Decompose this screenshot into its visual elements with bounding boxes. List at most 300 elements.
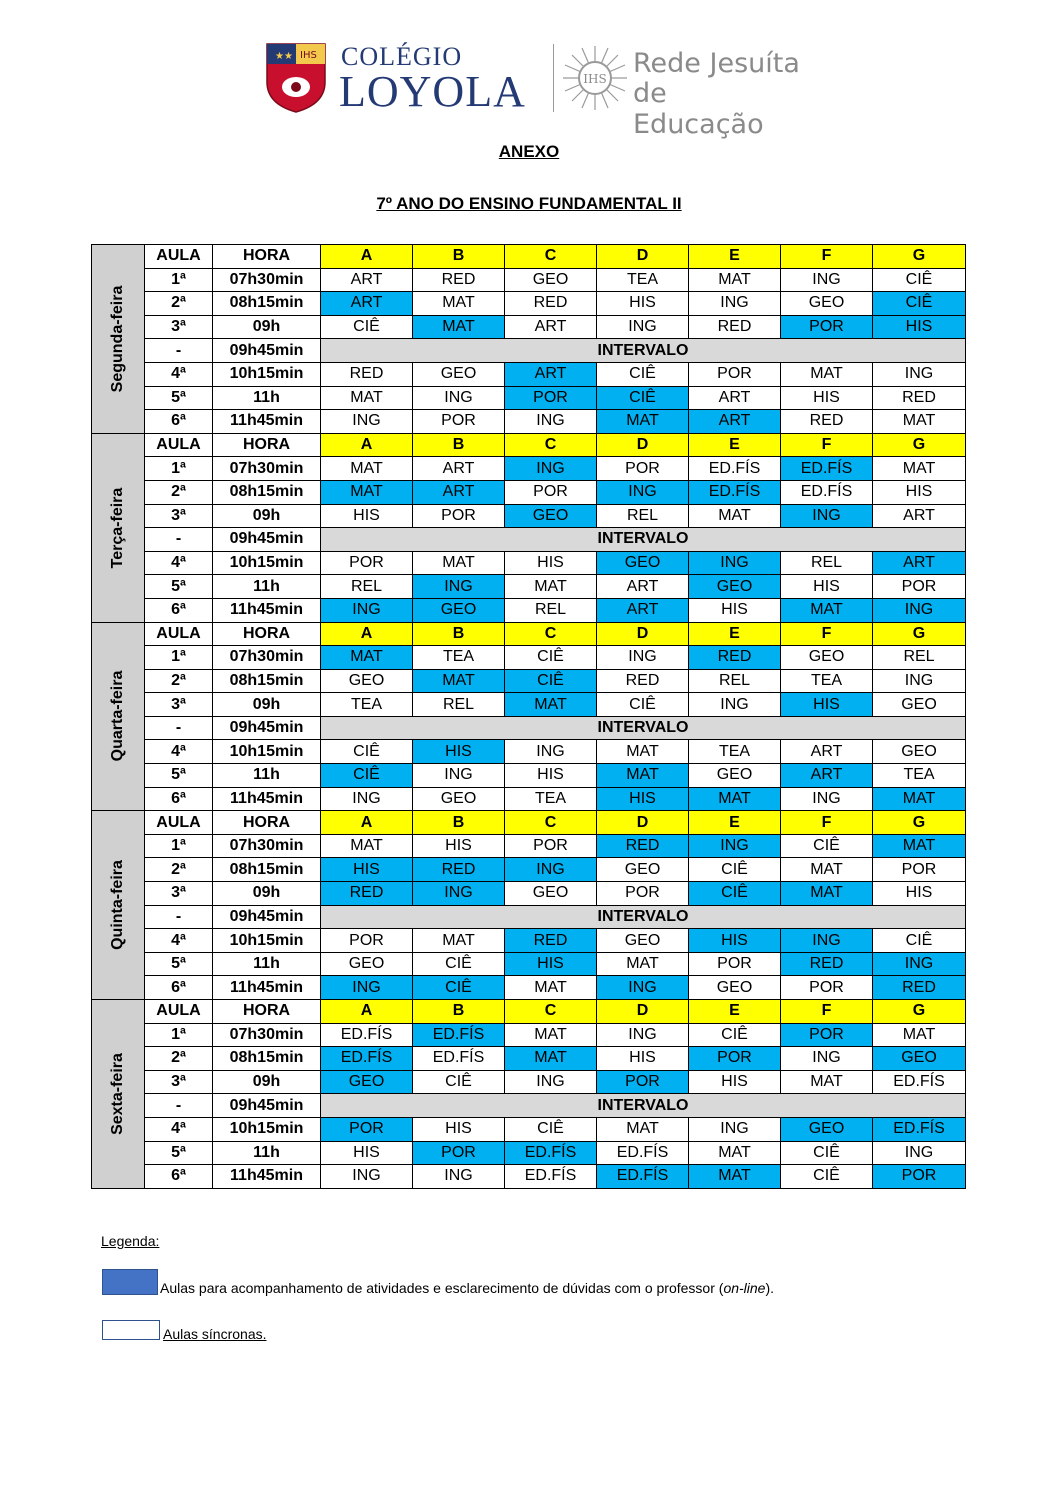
subject-cell: POR bbox=[689, 362, 781, 386]
subject-cell: TEA bbox=[689, 740, 781, 764]
class-header-f: F bbox=[781, 622, 873, 646]
class-header-c: C bbox=[505, 433, 597, 457]
subject-cell-online: MAT bbox=[413, 315, 505, 339]
intervalo-row bbox=[92, 1094, 966, 1118]
subject-cell: HIS bbox=[505, 551, 597, 575]
subject-cell: RED bbox=[505, 292, 597, 316]
subject-cell: ING bbox=[321, 1165, 413, 1189]
subject-cell-online: CIÊ bbox=[689, 882, 781, 906]
subject-cell-online: POR bbox=[597, 1070, 689, 1094]
subject-cell: ED.FÍS bbox=[781, 480, 873, 504]
page-title: ANEXO bbox=[498, 142, 560, 161]
intervalo-row bbox=[92, 716, 966, 740]
subject-cell: CIÊ bbox=[689, 1023, 781, 1047]
subject-cell: GEO bbox=[597, 858, 689, 882]
day-header-row bbox=[92, 1000, 966, 1024]
hora-header: HORA bbox=[213, 433, 321, 457]
aula-header: AULA bbox=[145, 433, 213, 457]
subject-cell: TEA bbox=[321, 693, 413, 717]
subject-cell: CIÊ bbox=[781, 1165, 873, 1189]
hora-value: 07h30min bbox=[213, 268, 321, 292]
subject-cell: HIS bbox=[597, 292, 689, 316]
subject-cell: ING bbox=[413, 764, 505, 788]
subject-cell: TEA bbox=[781, 669, 873, 693]
subject-cell-online: RED bbox=[689, 646, 781, 670]
subject-cell: MAT bbox=[413, 551, 505, 575]
intervalo-cell: INTERVALO bbox=[321, 528, 966, 552]
subject-cell: POR bbox=[321, 929, 413, 953]
class-header-b: B bbox=[413, 245, 505, 269]
subject-cell: CIÊ bbox=[505, 1117, 597, 1141]
aula-number: 3ª bbox=[145, 315, 213, 339]
subject-cell: MAT bbox=[321, 386, 413, 410]
subject-cell-online: ART bbox=[781, 764, 873, 788]
subject-cell-online: HIS bbox=[873, 315, 966, 339]
subject-cell: ING bbox=[689, 693, 781, 717]
subject-cell: RED bbox=[413, 268, 505, 292]
subject-cell: CIÊ bbox=[413, 952, 505, 976]
hora-value: 08h15min bbox=[213, 1047, 321, 1071]
aula-number: 1ª bbox=[145, 1023, 213, 1047]
table-row bbox=[92, 1165, 966, 1189]
hora-value: 10h15min bbox=[213, 929, 321, 953]
subject-cell: RED bbox=[781, 410, 873, 434]
subject-cell: ING bbox=[505, 1070, 597, 1094]
subject-cell-online: GEO bbox=[413, 598, 505, 622]
class-header-a: A bbox=[321, 622, 413, 646]
class-header-e: E bbox=[689, 622, 781, 646]
aula-header: AULA bbox=[145, 622, 213, 646]
hora-value: 11h45min bbox=[213, 976, 321, 1000]
subject-cell: MAT bbox=[321, 834, 413, 858]
subject-cell: HIS bbox=[321, 1141, 413, 1165]
intervalo-row bbox=[92, 905, 966, 929]
subject-cell-online: ING bbox=[413, 575, 505, 599]
hora-value: 08h15min bbox=[213, 858, 321, 882]
subject-cell: ART bbox=[781, 740, 873, 764]
table-row bbox=[92, 410, 966, 434]
intervalo-cell: INTERVALO bbox=[321, 1094, 966, 1118]
table-row bbox=[92, 787, 966, 811]
subject-cell: ING bbox=[689, 1117, 781, 1141]
subject-cell: CIÊ bbox=[873, 929, 966, 953]
aula-number: 1ª bbox=[145, 268, 213, 292]
subject-cell: MAT bbox=[413, 292, 505, 316]
hora-value: 11h45min bbox=[213, 787, 321, 811]
subject-cell-online: POR bbox=[781, 315, 873, 339]
day-label: Sexta-feira bbox=[109, 1052, 126, 1135]
subject-cell: REL bbox=[597, 504, 689, 528]
subject-cell: HIS bbox=[413, 834, 505, 858]
hora-value: 11h bbox=[213, 1141, 321, 1165]
aula-number: - bbox=[145, 1094, 213, 1118]
aula-number: 1ª bbox=[145, 834, 213, 858]
aula-number: 4ª bbox=[145, 740, 213, 764]
aula-number: - bbox=[145, 716, 213, 740]
subject-cell-online: MAT bbox=[689, 787, 781, 811]
hora-value: 11h bbox=[213, 575, 321, 599]
class-header-g: G bbox=[873, 1000, 966, 1024]
class-header-g: G bbox=[873, 622, 966, 646]
table-row bbox=[92, 834, 966, 858]
subject-cell: MAT bbox=[689, 504, 781, 528]
subject-cell: GEO bbox=[505, 268, 597, 292]
subject-cell-online: ED.FÍS bbox=[873, 1117, 966, 1141]
subject-cell-online: RED bbox=[597, 834, 689, 858]
table-row bbox=[92, 386, 966, 410]
table-row bbox=[92, 1141, 966, 1165]
subject-cell-online: GEO bbox=[781, 1117, 873, 1141]
legend-title: Legenda: bbox=[101, 1233, 160, 1249]
subject-cell: POR bbox=[413, 504, 505, 528]
subject-cell-online: RED bbox=[781, 952, 873, 976]
subject-cell-online: CIÊ bbox=[597, 386, 689, 410]
subject-cell: ART bbox=[597, 575, 689, 599]
subject-cell-online: HIS bbox=[413, 740, 505, 764]
subject-cell: CIÊ bbox=[781, 1141, 873, 1165]
subject-cell-online: ING bbox=[413, 882, 505, 906]
subject-cell-online: MAT bbox=[505, 693, 597, 717]
intervalo-cell: INTERVALO bbox=[321, 716, 966, 740]
svg-text:IHS: IHS bbox=[583, 72, 607, 86]
table-row bbox=[92, 693, 966, 717]
subject-cell: HIS bbox=[781, 575, 873, 599]
day-label-cell bbox=[92, 811, 145, 1000]
table-row bbox=[92, 575, 966, 599]
subject-cell: ART bbox=[689, 386, 781, 410]
aula-number: 4ª bbox=[145, 929, 213, 953]
table-row bbox=[92, 362, 966, 386]
subject-cell: TEA bbox=[413, 646, 505, 670]
aula-header: AULA bbox=[145, 245, 213, 269]
subject-cell: POR bbox=[781, 976, 873, 1000]
subject-cell-online: ED.FÍS bbox=[689, 480, 781, 504]
class-header-e: E bbox=[689, 811, 781, 835]
table-row bbox=[92, 1047, 966, 1071]
subject-cell: ART bbox=[505, 315, 597, 339]
subject-cell: POR bbox=[597, 457, 689, 481]
intervalo-row bbox=[92, 528, 966, 552]
subject-cell-online: MAT bbox=[781, 598, 873, 622]
subject-cell: CIÊ bbox=[505, 646, 597, 670]
hora-value: 09h45min bbox=[213, 905, 321, 929]
subject-cell: CIÊ bbox=[321, 315, 413, 339]
colegio-loyola-crest-icon bbox=[265, 42, 327, 114]
subject-cell-online: CIÊ bbox=[413, 976, 505, 1000]
day-label: Segunda-feira bbox=[109, 285, 126, 393]
subject-cell-online: RED bbox=[321, 882, 413, 906]
hora-value: 09h bbox=[213, 882, 321, 906]
subject-cell-online: ART bbox=[689, 410, 781, 434]
aula-number: 4ª bbox=[145, 551, 213, 575]
day-label: Quinta-feira bbox=[109, 860, 126, 951]
class-header-c: C bbox=[505, 811, 597, 835]
table-row bbox=[92, 740, 966, 764]
subject-cell: RED bbox=[597, 669, 689, 693]
class-header-f: F bbox=[781, 811, 873, 835]
header-logos bbox=[265, 40, 805, 140]
subject-cell: POR bbox=[505, 834, 597, 858]
subject-cell: MAT bbox=[781, 858, 873, 882]
subject-cell: POR bbox=[597, 882, 689, 906]
subject-cell-online: ART bbox=[597, 598, 689, 622]
table-row bbox=[92, 268, 966, 292]
subject-cell: POR bbox=[873, 575, 966, 599]
table-row bbox=[92, 952, 966, 976]
subject-cell: ED.FÍS bbox=[597, 1141, 689, 1165]
intervalo-cell: INTERVALO bbox=[321, 339, 966, 363]
subject-cell-online: HIS bbox=[781, 693, 873, 717]
subject-cell: ING bbox=[873, 1141, 966, 1165]
subject-cell: ING bbox=[781, 787, 873, 811]
class-header-f: F bbox=[781, 433, 873, 457]
subject-cell-online: ING bbox=[505, 457, 597, 481]
subject-cell: ED.FÍS bbox=[689, 457, 781, 481]
table-row bbox=[92, 1117, 966, 1141]
subject-cell: POR bbox=[505, 480, 597, 504]
aula-number: - bbox=[145, 339, 213, 363]
subject-cell-online: ED.FÍS bbox=[505, 1141, 597, 1165]
subject-cell: ED.FÍS bbox=[873, 1070, 966, 1094]
class-header-f: F bbox=[781, 245, 873, 269]
table-row bbox=[92, 669, 966, 693]
day-label-cell bbox=[92, 622, 145, 811]
subject-cell-online: MAT bbox=[689, 1165, 781, 1189]
subject-cell: HIS bbox=[597, 1047, 689, 1071]
subject-cell-online: ING bbox=[597, 480, 689, 504]
subject-cell-online: GEO bbox=[505, 504, 597, 528]
subject-cell: ART bbox=[413, 457, 505, 481]
table-row bbox=[92, 480, 966, 504]
subject-cell: MAT bbox=[781, 1070, 873, 1094]
subject-cell: MAT bbox=[505, 976, 597, 1000]
subject-cell-online: ED.FÍS bbox=[597, 1165, 689, 1189]
aula-number: 2ª bbox=[145, 292, 213, 316]
class-header-f: F bbox=[781, 1000, 873, 1024]
subject-cell: ING bbox=[873, 362, 966, 386]
subject-cell-online: ING bbox=[781, 504, 873, 528]
aula-number: 2ª bbox=[145, 1047, 213, 1071]
subject-cell-online: MAT bbox=[505, 1047, 597, 1071]
class-header-g: G bbox=[873, 811, 966, 835]
hora-value: 07h30min bbox=[213, 1023, 321, 1047]
day-header-row bbox=[92, 622, 966, 646]
class-header-d: D bbox=[597, 622, 689, 646]
subject-cell-online: MAT bbox=[321, 646, 413, 670]
day-header-row bbox=[92, 245, 966, 269]
subject-cell-online: HIS bbox=[505, 952, 597, 976]
subject-cell: MAT bbox=[505, 575, 597, 599]
aula-number: 4ª bbox=[145, 362, 213, 386]
table-row bbox=[92, 504, 966, 528]
subject-cell-online: MAT bbox=[873, 787, 966, 811]
hora-value: 09h45min bbox=[213, 339, 321, 363]
day-label-cell bbox=[92, 1000, 145, 1189]
subject-cell: GEO bbox=[321, 952, 413, 976]
table-row bbox=[92, 315, 966, 339]
subject-cell: ING bbox=[873, 669, 966, 693]
aula-number: 6ª bbox=[145, 1165, 213, 1189]
subject-cell-online: ING bbox=[689, 834, 781, 858]
hora-value: 10h15min bbox=[213, 1117, 321, 1141]
subject-cell: GEO bbox=[321, 669, 413, 693]
subject-cell: HIS bbox=[873, 882, 966, 906]
intervalo-cell: INTERVALO bbox=[321, 905, 966, 929]
subject-cell: CIÊ bbox=[321, 740, 413, 764]
subject-cell-online: RED bbox=[873, 976, 966, 1000]
table-row bbox=[92, 882, 966, 906]
aula-number: 3ª bbox=[145, 504, 213, 528]
subject-cell: ED.FÍS bbox=[413, 1047, 505, 1071]
subject-cell: MAT bbox=[321, 457, 413, 481]
subject-cell: ING bbox=[597, 315, 689, 339]
subject-cell: REL bbox=[321, 575, 413, 599]
legend-text-sync: Aulas síncronas. bbox=[163, 1326, 267, 1342]
subject-cell: CIÊ bbox=[597, 693, 689, 717]
table-row bbox=[92, 764, 966, 788]
class-header-d: D bbox=[597, 1000, 689, 1024]
subject-cell-online: RED bbox=[505, 929, 597, 953]
table-row bbox=[92, 1023, 966, 1047]
subject-cell: ED.FÍS bbox=[321, 1023, 413, 1047]
subject-cell-online: POR bbox=[689, 1047, 781, 1071]
subject-cell-online: ART bbox=[321, 292, 413, 316]
aula-number: 2ª bbox=[145, 858, 213, 882]
subject-cell: GEO bbox=[689, 764, 781, 788]
subject-cell: ING bbox=[505, 740, 597, 764]
subject-cell: GEO bbox=[873, 740, 966, 764]
subject-cell-online: POR bbox=[505, 386, 597, 410]
subject-cell-online: ING bbox=[781, 929, 873, 953]
subject-cell-online: ING bbox=[873, 952, 966, 976]
hora-value: 08h15min bbox=[213, 669, 321, 693]
page-subtitle: 7º ANO DO ENSINO FUNDAMENTAL II bbox=[376, 194, 682, 213]
subject-cell: CIÊ bbox=[873, 268, 966, 292]
subject-cell: RED bbox=[689, 315, 781, 339]
subject-cell: ING bbox=[781, 1047, 873, 1071]
svg-text:IHS: IHS bbox=[300, 50, 317, 61]
aula-number: 1ª bbox=[145, 646, 213, 670]
hora-value: 09h bbox=[213, 315, 321, 339]
rede-jesuita-seal-icon bbox=[561, 44, 629, 112]
intervalo-row bbox=[92, 339, 966, 363]
subject-cell-online: MAT bbox=[413, 669, 505, 693]
subject-cell: GEO bbox=[597, 929, 689, 953]
subject-cell-online: RED bbox=[413, 858, 505, 882]
aula-number: 3ª bbox=[145, 882, 213, 906]
subject-cell-online: ED.FÍS bbox=[781, 457, 873, 481]
hora-value: 07h30min bbox=[213, 646, 321, 670]
subject-cell: MAT bbox=[413, 929, 505, 953]
aula-number: 4ª bbox=[145, 1117, 213, 1141]
class-header-e: E bbox=[689, 245, 781, 269]
subject-cell-online: MAT bbox=[597, 410, 689, 434]
hora-header: HORA bbox=[213, 1000, 321, 1024]
subject-cell: ING bbox=[413, 1165, 505, 1189]
hora-value: 09h bbox=[213, 504, 321, 528]
subject-cell: REL bbox=[689, 669, 781, 693]
class-header-e: E bbox=[689, 433, 781, 457]
subject-cell: ED.FÍS bbox=[505, 1165, 597, 1189]
subject-cell: HIS bbox=[505, 764, 597, 788]
logo-loyola-text: LOYOLA bbox=[339, 67, 526, 116]
day-header-row bbox=[92, 811, 966, 835]
subject-cell-online: ING bbox=[597, 976, 689, 1000]
class-header-d: D bbox=[597, 433, 689, 457]
class-header-a: A bbox=[321, 433, 413, 457]
subject-cell-online: MAT bbox=[873, 834, 966, 858]
subject-cell: GEO bbox=[413, 787, 505, 811]
subject-cell: ING bbox=[689, 292, 781, 316]
table-row bbox=[92, 598, 966, 622]
subject-cell: POR bbox=[321, 551, 413, 575]
day-label: Terça-feira bbox=[109, 487, 126, 568]
class-header-g: G bbox=[873, 245, 966, 269]
table-row bbox=[92, 292, 966, 316]
subject-cell: RED bbox=[321, 362, 413, 386]
table-row bbox=[92, 929, 966, 953]
table-row bbox=[92, 858, 966, 882]
hora-value: 08h15min bbox=[213, 480, 321, 504]
table-row bbox=[92, 646, 966, 670]
subject-cell: CIÊ bbox=[413, 1070, 505, 1094]
legend-swatch-sync bbox=[102, 1320, 160, 1340]
subject-cell-online: MAT bbox=[781, 882, 873, 906]
hora-header: HORA bbox=[213, 622, 321, 646]
subject-cell-online: ING bbox=[321, 976, 413, 1000]
subject-cell: MAT bbox=[505, 1023, 597, 1047]
subject-cell: ING bbox=[321, 787, 413, 811]
subject-cell: HIS bbox=[689, 1070, 781, 1094]
subject-cell-online: POR bbox=[413, 1141, 505, 1165]
subject-cell: MAT bbox=[873, 457, 966, 481]
hora-value: 11h45min bbox=[213, 598, 321, 622]
subject-cell: CIÊ bbox=[781, 834, 873, 858]
subject-cell: MAT bbox=[781, 362, 873, 386]
subject-cell: HIS bbox=[413, 1117, 505, 1141]
class-header-g: G bbox=[873, 433, 966, 457]
subject-cell-online: GEO bbox=[873, 1047, 966, 1071]
hora-value: 09h45min bbox=[213, 1094, 321, 1118]
hora-value: 10h15min bbox=[213, 740, 321, 764]
class-header-b: B bbox=[413, 433, 505, 457]
logo-divider bbox=[553, 44, 554, 112]
subject-cell: REL bbox=[873, 646, 966, 670]
hora-value: 08h15min bbox=[213, 292, 321, 316]
subject-cell: ART bbox=[321, 268, 413, 292]
subject-cell: ING bbox=[597, 1023, 689, 1047]
hora-value: 11h bbox=[213, 764, 321, 788]
class-header-c: C bbox=[505, 622, 597, 646]
hora-value: 09h45min bbox=[213, 528, 321, 552]
subject-cell: GEO bbox=[873, 693, 966, 717]
subject-cell-online: CIÊ bbox=[873, 292, 966, 316]
subject-cell: REL bbox=[413, 693, 505, 717]
hora-value: 10h15min bbox=[213, 362, 321, 386]
class-header-c: C bbox=[505, 1000, 597, 1024]
subject-cell: TEA bbox=[505, 787, 597, 811]
subject-cell-online: MAT bbox=[321, 480, 413, 504]
subject-cell-online: MAT bbox=[597, 764, 689, 788]
svg-text:★★: ★★ bbox=[275, 51, 293, 62]
aula-number: 6ª bbox=[145, 410, 213, 434]
table-row bbox=[92, 457, 966, 481]
subject-cell: HIS bbox=[781, 386, 873, 410]
day-header-row bbox=[92, 433, 966, 457]
subject-cell-online: ING bbox=[505, 858, 597, 882]
subject-cell-online: ART bbox=[413, 480, 505, 504]
subject-cell: ING bbox=[413, 386, 505, 410]
